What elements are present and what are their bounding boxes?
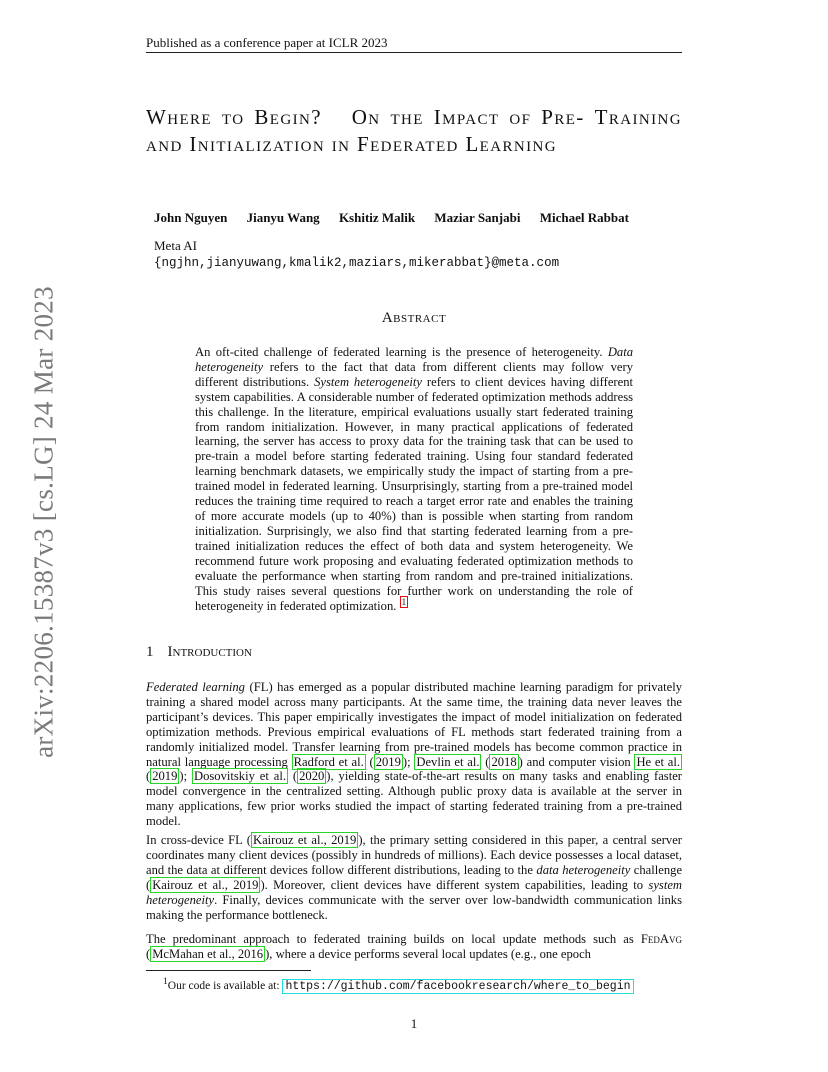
citation-link[interactable]: Kairouz et al., 2019: [252, 833, 357, 847]
paragraph-text: and computer vision: [526, 754, 631, 769]
section-title: Introduction: [167, 644, 252, 660]
paragraph-text: ;: [407, 754, 411, 769]
abstract-text: refers to the fact that data from different clients may follow very different distributions.: [195, 359, 633, 389]
citation-link[interactable]: 2019: [375, 754, 401, 769]
author-name: Maziar Sanjabi: [434, 210, 521, 225]
citation-link[interactable]: Dosovitskiy et al.: [194, 769, 287, 784]
section-number: 1: [146, 644, 154, 660]
footnote: [163, 976, 634, 993]
page-number: 1: [410, 1016, 418, 1031]
footnote-link[interactable]: 1: [401, 597, 407, 608]
footnote-mark: 1: [163, 976, 168, 987]
emphasis: data heterogeneity: [536, 862, 631, 877]
title-part-4: Learning: [465, 132, 557, 156]
paragraph-text: (: [146, 946, 151, 961]
paragraph-text: In cross-device FL (: [146, 833, 251, 847]
citation-link[interactable]: McMahan et al., 2016: [152, 946, 264, 961]
paragraph-text: ). Moreover, client devices have different system capabilities, leading to: [260, 877, 644, 892]
abstract-text: An oft-cited challenge of federated learning is the presence of heterogeneity.: [195, 345, 603, 359]
citation-link[interactable]: He et al.: [636, 754, 680, 769]
title-part-1: Where to Begin?: [146, 105, 322, 129]
section-heading: [146, 644, 252, 661]
citation-link[interactable]: Radford et al.: [293, 754, 364, 769]
method-name: FedAvg: [640, 932, 682, 946]
title-part-3: Training and Initialization in Federated: [146, 105, 683, 156]
paragraph-text: (FL) has emerged as a popular distributed machine learning paradigm for privately training a shared model across many participants. At the same time, the training data never leaves the participant’s devices. This paper empirically investigates the impact of model initialization on federated optimization methods. Previous empirical evaluations of FL methods start federated training from a randomly initialized model. Transfer learning from pre-trained models has become common practice in natural language processing: [146, 680, 682, 769]
author-name: Jianyu Wang: [246, 210, 320, 225]
intro-paragraph-2: [146, 833, 682, 922]
affiliation: Meta AI: [154, 238, 197, 253]
paragraph-text: challenge (: [146, 862, 683, 892]
footnote-rule: [146, 970, 311, 971]
citation-link[interactable]: Devlin et al.: [416, 754, 480, 769]
author-name: John Nguyen: [154, 210, 228, 225]
abstract-text: refers to client devices having different system capabilities. A considerable number of federated optimization methods address this challenge. In the literature, empirical evaluations usually start federated training from random initialization. However, in many practical applications of federated learning, the server has access to proxy data for the training task that can be used to pre-train a model before starting federated training. Using four standard federated learning benchmark datasets, we empirically study the impact of starting from a pre-trained model in federated learning. Unsurprisingly, starting from a pre-trained model reduces the training time required to reach a target error rate and enables the training of more accurate models (up to 40%) than is possible when starting from random initialization. Surprisingly, we also find that starting federated learning from a pre-trained initialization reduces the effect of both data and system heterogeneity. We recommend future work proposing and evaluating federated optimization methods to evaluate the performance when starting from random and pre-trained initializations. This study raises several questions for further work on understanding the role of heterogeneity in federated optimization.: [195, 374, 633, 614]
author-name: Kshitiz Malik: [338, 210, 416, 225]
paragraph-text: The predominant approach to federated training builds on local update methods such as: [146, 932, 634, 946]
header-rule: [146, 52, 682, 53]
title-part-2: On the Impact of Pre-: [351, 105, 585, 129]
paragraph-text: , yielding state-of-the-art results on many tasks and enabling faster model convergence in the centralized setting. Although public proxy data is available at the server in many applications, few prior works studied the impact of starting federated training from a pre-trained model.: [146, 769, 682, 829]
abstract-heading: Abstract: [381, 310, 447, 326]
paragraph-text: ), where a device performs several local updates (e.g., one epoch: [265, 946, 591, 961]
paper-title: [146, 104, 682, 158]
paragraph-text: ), the primary setting considered in this paper, a central server coordinates many client devices (possibly in hundreds of millions). Each device possesses a local dataset, and the data at different devices follow different distributions, leading to the: [146, 833, 682, 877]
author-name: Michael Rabbat: [539, 210, 629, 225]
paragraph-text: ;: [183, 769, 188, 784]
code-url-link[interactable]: https://github.com/facebookresearch/where_to_begin: [282, 979, 633, 994]
paragraph-text: . Finally, devices communicate with the server over low-bandwidth communication links making the performance bottleneck.: [146, 892, 682, 922]
citation-link[interactable]: 2019: [152, 769, 178, 784]
arxiv-identifier: arXiv:2206.15387v3 [cs.LG] 24 Mar 2023: [28, 286, 59, 758]
abstract-body: [195, 345, 633, 615]
emphasis: system heterogeneity: [146, 877, 682, 907]
abstract-emphasis: System heterogeneity: [314, 374, 422, 389]
citation-link[interactable]: 2020: [299, 769, 325, 784]
intro-paragraph-3: [146, 932, 682, 962]
intro-paragraph-1: Federated learning (FL) has emerged as a popular distributed machine learning paradigm for privately training a shared model across many participants. At the same time, the training data never leaves the participant’s devices. This paper empirically investigates the impact of model initialization on federated optimization methods. Previous empirical evaluations of FL methods start federated training from a randomly initialized model. Transfer learning from pre-trained models has become common practice in natural language processing Radford et al. ( 2019 ); Devlin et al. ( 2018 ) and computer vision He et al. ( 2019 ); Dosovitskiy et al. ( 2020 ), yielding state-of-the-art results on many tasks and enabling faster model convergence in the centralized setting. Although public proxy data is available at the server in many applications, few prior works studied the impact of starting federated training from a pre-trained model.: [146, 680, 682, 829]
footnote-text: Our code is available at:: [167, 979, 280, 992]
author-emails: {ngjhn,jianyuwang,kmalik2,maziars,mikerabbat}@meta.com: [154, 256, 560, 270]
abstract-emphasis: Data heterogeneity: [195, 345, 633, 374]
emphasis: Federated learning: [146, 680, 245, 694]
running-header: Published as a conference paper at ICLR 2023: [146, 35, 388, 50]
citation-link[interactable]: Kairouz et al., 2019: [152, 877, 259, 892]
citation-link[interactable]: 2018: [491, 754, 517, 769]
author-list: [154, 210, 645, 226]
